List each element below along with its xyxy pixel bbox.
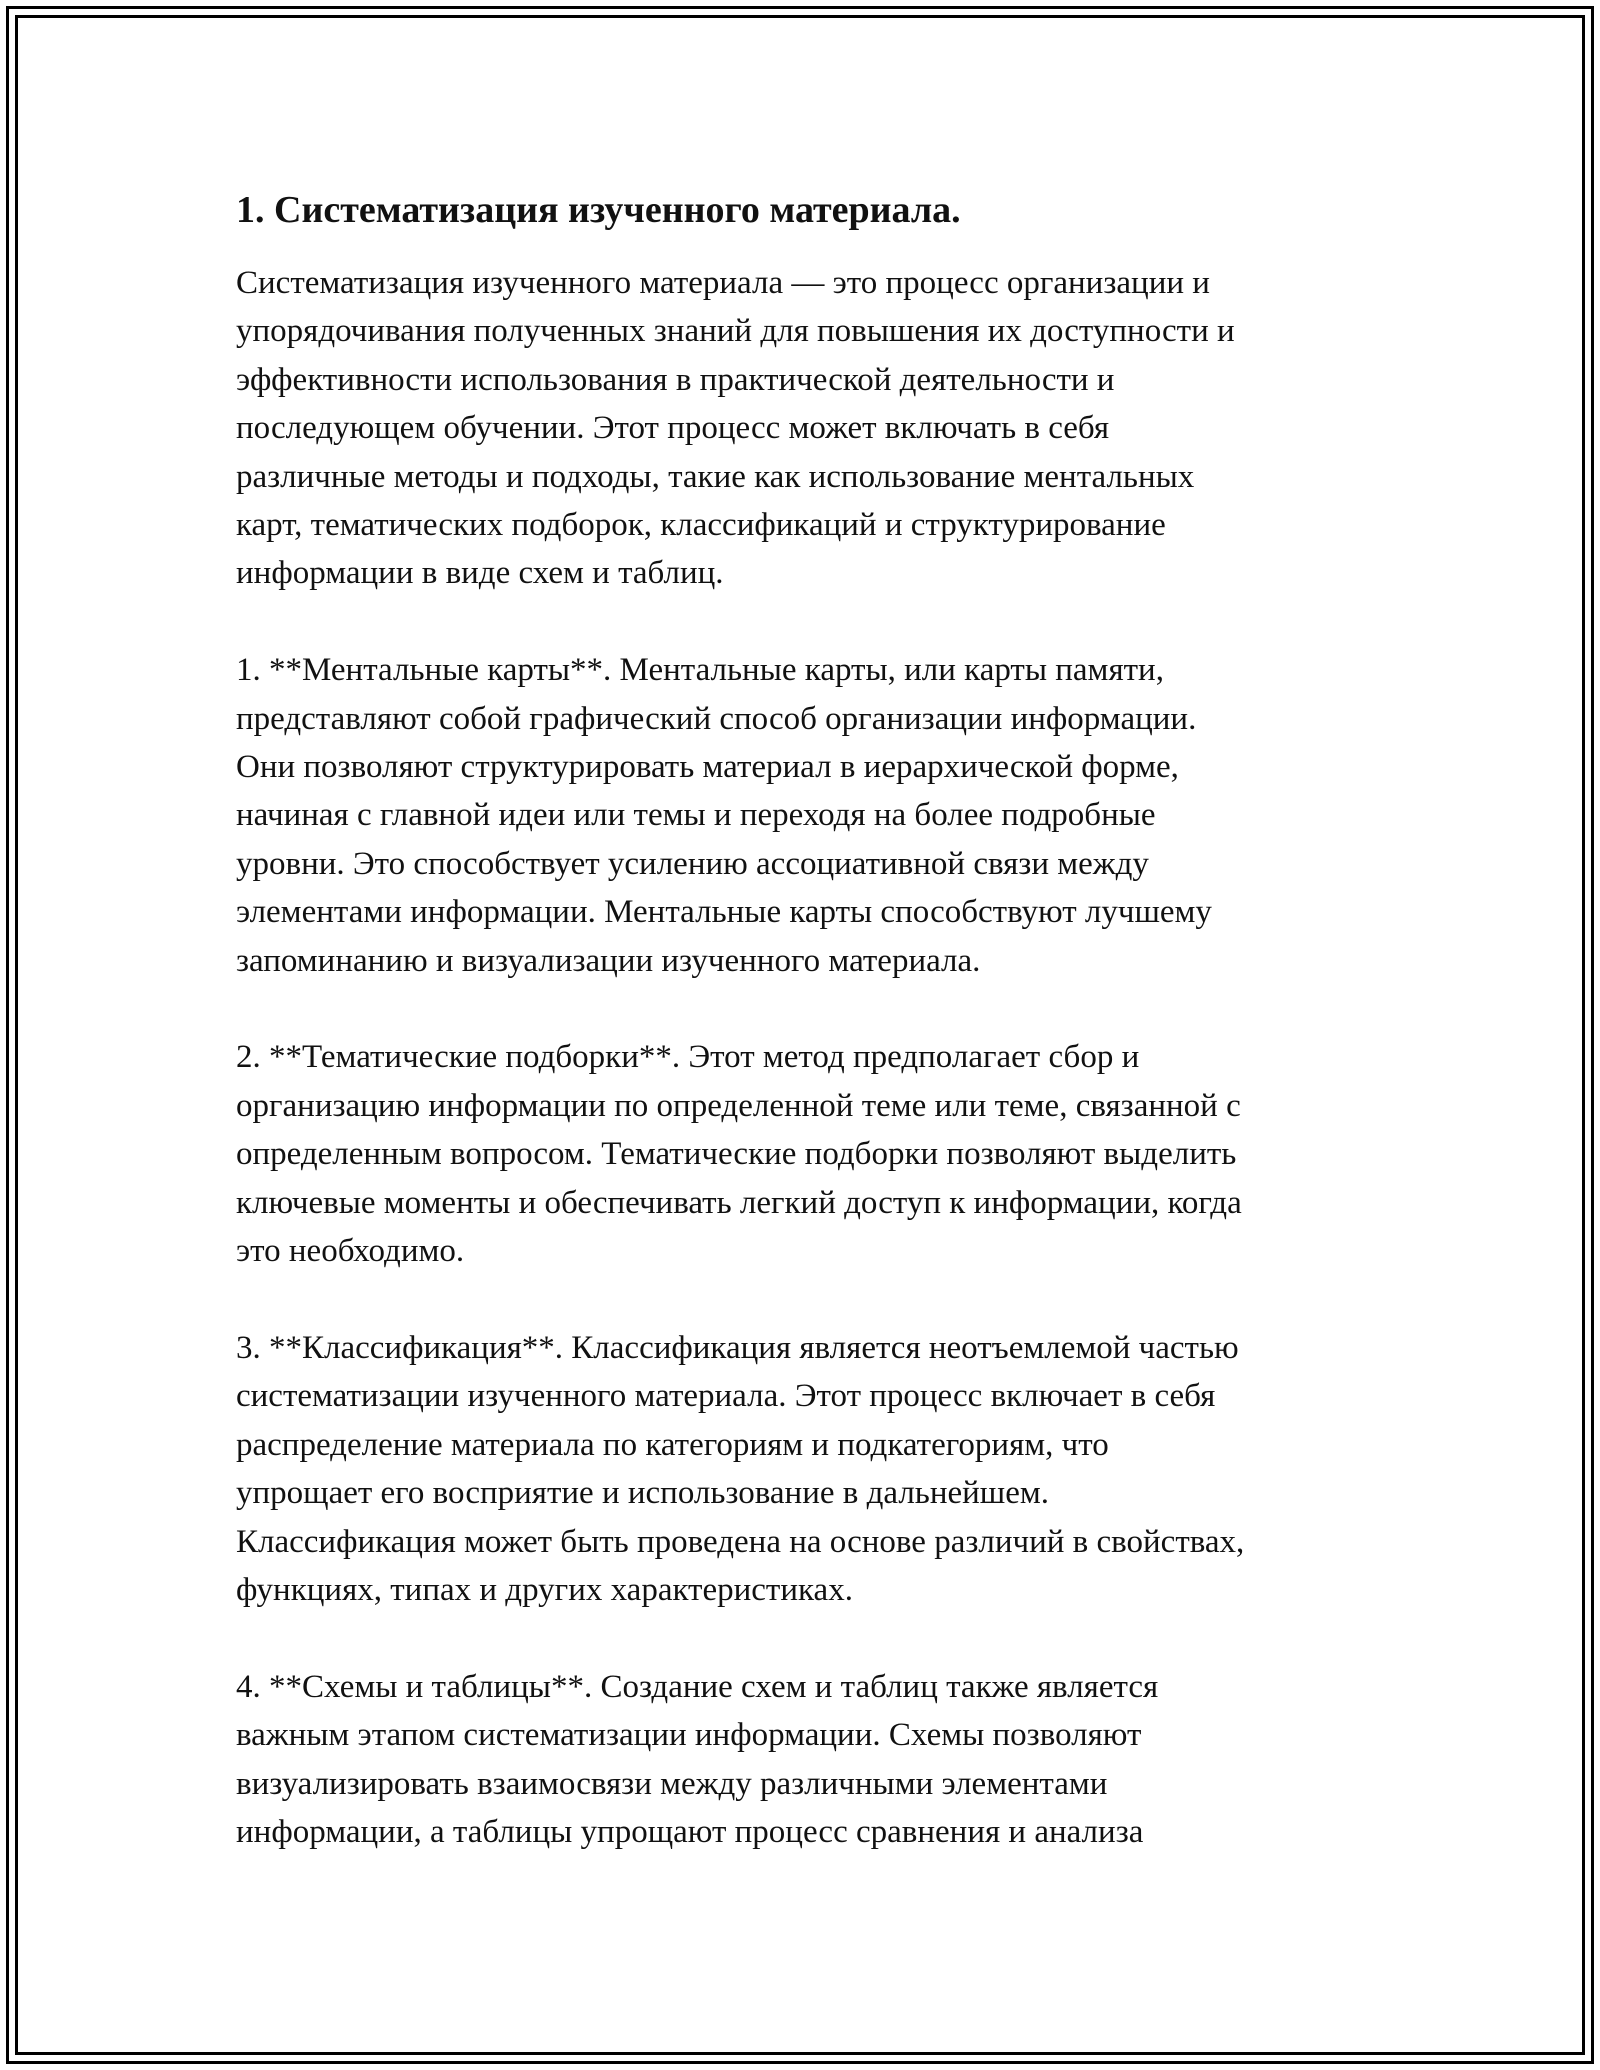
text-line: уровни. Это способствует усилению ассоциативной связи между (236, 845, 1149, 882)
text-line: это необходимо. (236, 1233, 465, 1270)
text-line: функциях, типах и других характеристиках. (236, 1571, 853, 1608)
text-line: определенным вопросом. Тематические подборки позволяют выделить (236, 1136, 1237, 1173)
text-line: последующем обучении. Этот процесс может включать в себя (236, 410, 1110, 447)
text-line: упрощает его восприятие и использование в дальнейшем. (236, 1475, 1049, 1512)
text-line: упорядочивания полученных знаний для повышения их доступности и (236, 313, 1235, 350)
text-line: начиная с главной идеи или темы и переходя на более подробные (236, 797, 1156, 834)
text-line: запоминанию и визуализации изученного материала. (236, 942, 981, 979)
text-line: информации в виде схем и таблиц. (236, 555, 724, 592)
list-item-schemes-tables (236, 1663, 1376, 1857)
text-line: 4. **Схемы и таблицы**. Создание схем и таблиц также является (236, 1668, 1159, 1705)
document-body (236, 185, 1376, 1856)
text-line: информации, а таблицы упрощают процесс сравнения и анализа (236, 1813, 1144, 1850)
text-line: различные методы и подходы, такие как использование ментальных (236, 458, 1195, 495)
text-line: организацию информации по определенной теме или теме, связанной с (236, 1087, 1241, 1124)
text-line: распределение материала по категориям и подкатегориям, что (236, 1426, 1109, 1463)
text-line: 1. **Ментальные карты**. Ментальные карты, или карты памяти, (236, 652, 1164, 689)
text-line: 3. **Классификация**. Классификация является неотъемлемой частью (236, 1329, 1239, 1366)
intro-paragraph (236, 259, 1376, 598)
text-line: 2. **Тематические подборки**. Этот метод предполагает сбор и (236, 1039, 1140, 1076)
list-item-thematic-collections (236, 1033, 1376, 1275)
text-line: визуализировать взаимосвязи между различными элементами (236, 1765, 1108, 1802)
text-line: Они позволяют структурировать материал в иерархической форме, (236, 749, 1179, 786)
text-line: карт, тематических подборок, классификаций и структурирование (236, 507, 1166, 544)
list-item-mental-maps (236, 646, 1376, 985)
section-heading: 1. Систематизация изученного материала. (236, 189, 961, 231)
text-line: представляют собой графический способ организации информации. (236, 700, 1197, 737)
list-item-classification (236, 1324, 1376, 1614)
text-line: систематизации изученного материала. Этот процесс включает в себя (236, 1378, 1216, 1415)
text-line: важным этапом систематизации информации. Схемы позволяют (236, 1717, 1142, 1754)
text-line: эффективности использования в практической деятельности и (236, 361, 1115, 398)
text-line: ключевые моменты и обеспечивать легкий доступ к информации, когда (236, 1184, 1242, 1221)
text-line: Систематизация изученного материала — это процесс организации и (236, 265, 1210, 301)
text-line: Классификация может быть проведена на основе различий в свойствах, (236, 1523, 1245, 1560)
text-line: элементами информации. Ментальные карты способствуют лучшему (236, 894, 1212, 931)
